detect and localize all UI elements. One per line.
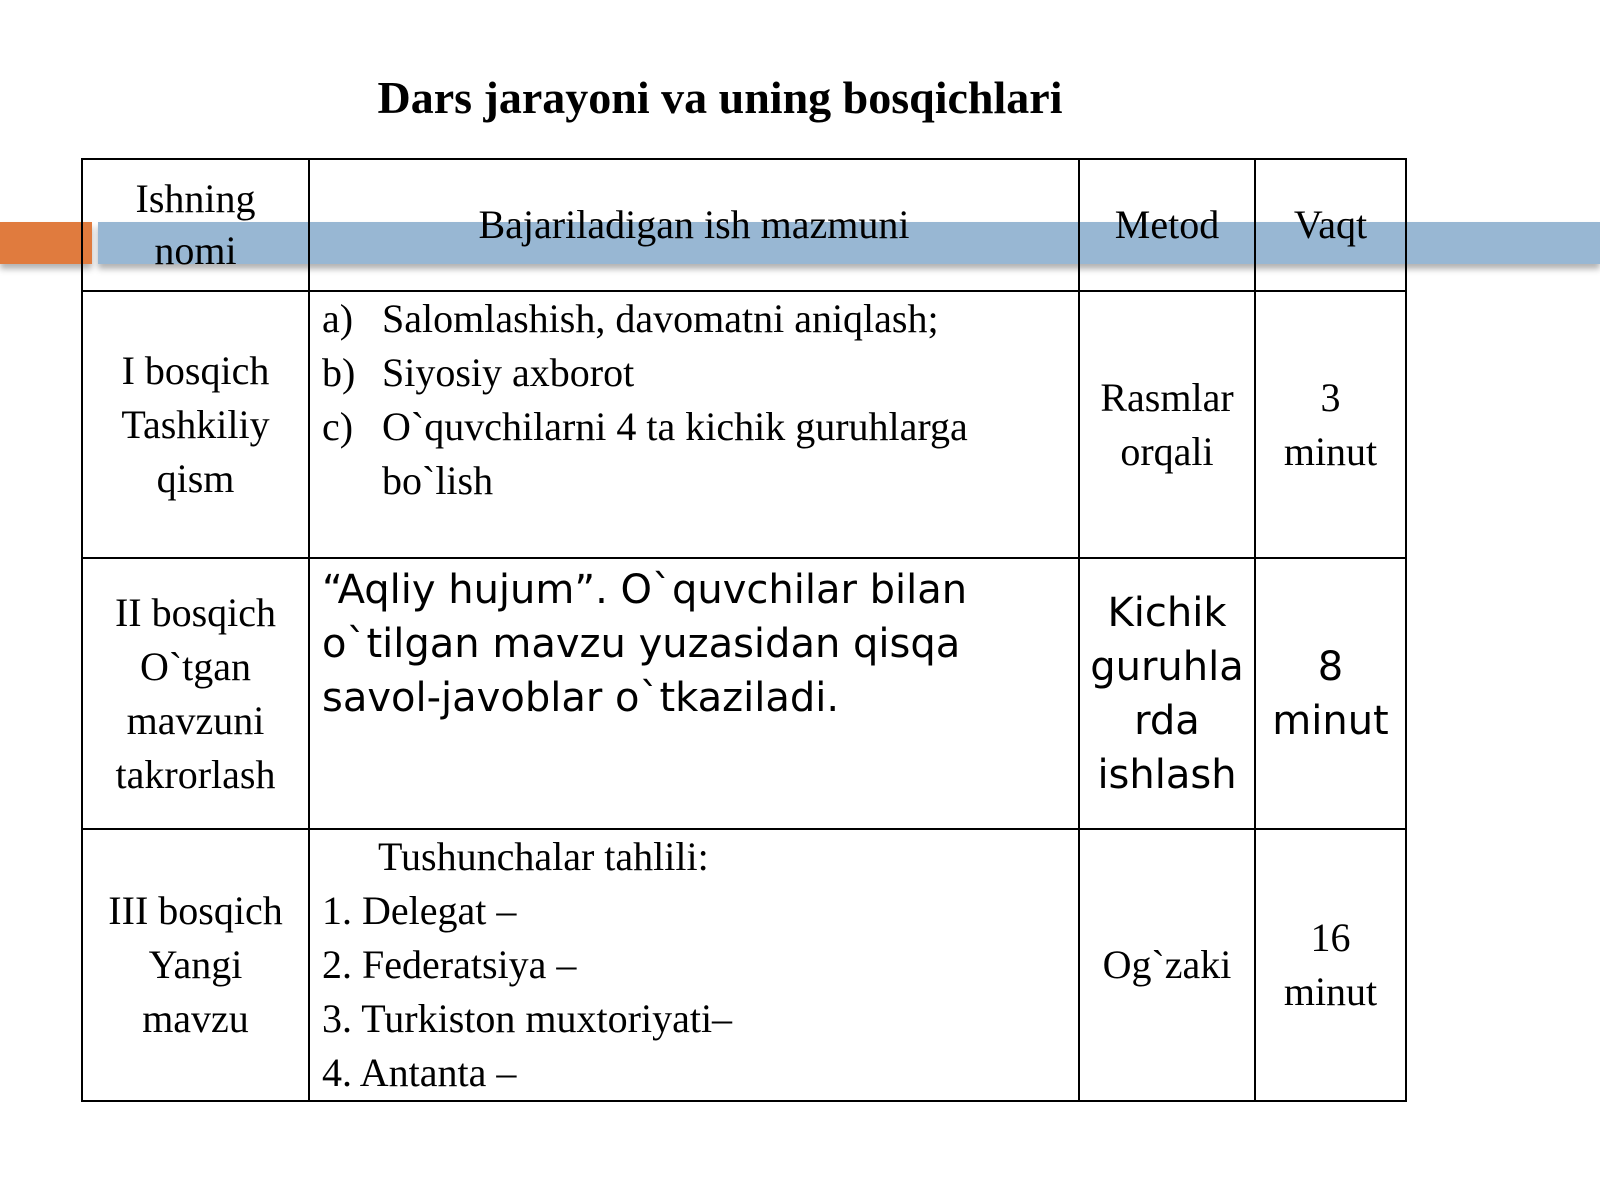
time-value: 16	[1310, 915, 1351, 960]
time-cell	[1255, 829, 1406, 1101]
content-cell	[309, 291, 1079, 558]
method-line: Kichik	[1107, 589, 1227, 636]
stage-line: takrorlash	[115, 751, 276, 797]
activity-list	[322, 292, 1066, 508]
stage-line: II bosqich	[114, 589, 277, 635]
header-stage-name-text: Ishning nomi	[135, 176, 256, 273]
content-cell	[309, 558, 1079, 829]
table-row	[82, 829, 1406, 1101]
method-line: rda	[1134, 697, 1200, 744]
list-item: 4. Antanta –	[322, 1050, 517, 1095]
list-item	[322, 400, 1066, 508]
stage-line: mavzuni	[126, 697, 265, 743]
lesson-stages-table	[81, 158, 1407, 1102]
table-row	[82, 558, 1406, 829]
list-item-text: Siyosiy axborot	[382, 350, 635, 395]
list-item: 3. Turkiston muxtoriyati–	[322, 996, 733, 1041]
header-stage-name	[82, 159, 309, 291]
method-cell	[1079, 829, 1255, 1101]
list-item: 2. Federatsiya –	[322, 942, 577, 987]
stage-line: Tashkiliy	[121, 401, 270, 447]
time-unit: minut	[1283, 428, 1378, 474]
content-cell	[309, 829, 1079, 1101]
stage-line: Yangi	[148, 942, 243, 987]
stage-line: III bosqich	[108, 888, 283, 933]
method-line: guruhla	[1090, 643, 1244, 690]
header-method: Metod	[1079, 159, 1255, 291]
concepts-heading: Tushunchalar tahlili:	[378, 834, 709, 879]
list-item-text: Salomlashish, davomatni aniqlash;	[382, 296, 939, 341]
method-cell	[1079, 291, 1255, 558]
table-header-row	[82, 159, 1406, 291]
content-text: “Aqliy hujum”. O`quvchilar bilan o`tilgan mavzu yuzasidan qisqa savol-javoblar o`tkaziladi.	[322, 567, 968, 721]
list-marker: a)	[322, 296, 354, 341]
time-cell	[1255, 291, 1406, 558]
method-line: ishlash	[1097, 751, 1237, 798]
stage-cell	[82, 291, 309, 558]
time-unit: minut	[1272, 697, 1389, 744]
list-item-text: O`quvchilarni 4 ta kichik guruhlarga bo`lish	[382, 404, 968, 503]
decor-band-orange	[0, 222, 92, 264]
slide-title: Dars jarayoni va uning bosqichlari	[377, 72, 1063, 123]
list-marker: c)	[322, 404, 354, 449]
time-value: 3	[1320, 374, 1341, 420]
list-item: 1. Delegat –	[322, 888, 517, 933]
list-marker: b)	[322, 350, 356, 395]
stage-line: mavzu	[142, 996, 249, 1041]
header-content: Bajariladigan ish mazmuni	[309, 159, 1079, 291]
list-item	[322, 346, 1066, 400]
stage-line: I bosqich	[121, 347, 270, 393]
method-line: Og`zaki	[1102, 942, 1232, 987]
method-line: Rasmlar	[1100, 374, 1234, 420]
method-cell	[1079, 558, 1255, 829]
time-cell	[1255, 558, 1406, 829]
table-row	[82, 291, 1406, 558]
time-unit: minut	[1283, 969, 1378, 1014]
stage-cell	[82, 829, 309, 1101]
header-time: Vaqt	[1255, 159, 1406, 291]
method-line: orqali	[1120, 428, 1214, 474]
time-value: 8	[1317, 643, 1344, 690]
stage-line: O`tgan	[139, 643, 252, 689]
stage-line: qism	[156, 455, 235, 501]
list-item	[322, 292, 1066, 346]
stage-cell	[82, 558, 309, 829]
